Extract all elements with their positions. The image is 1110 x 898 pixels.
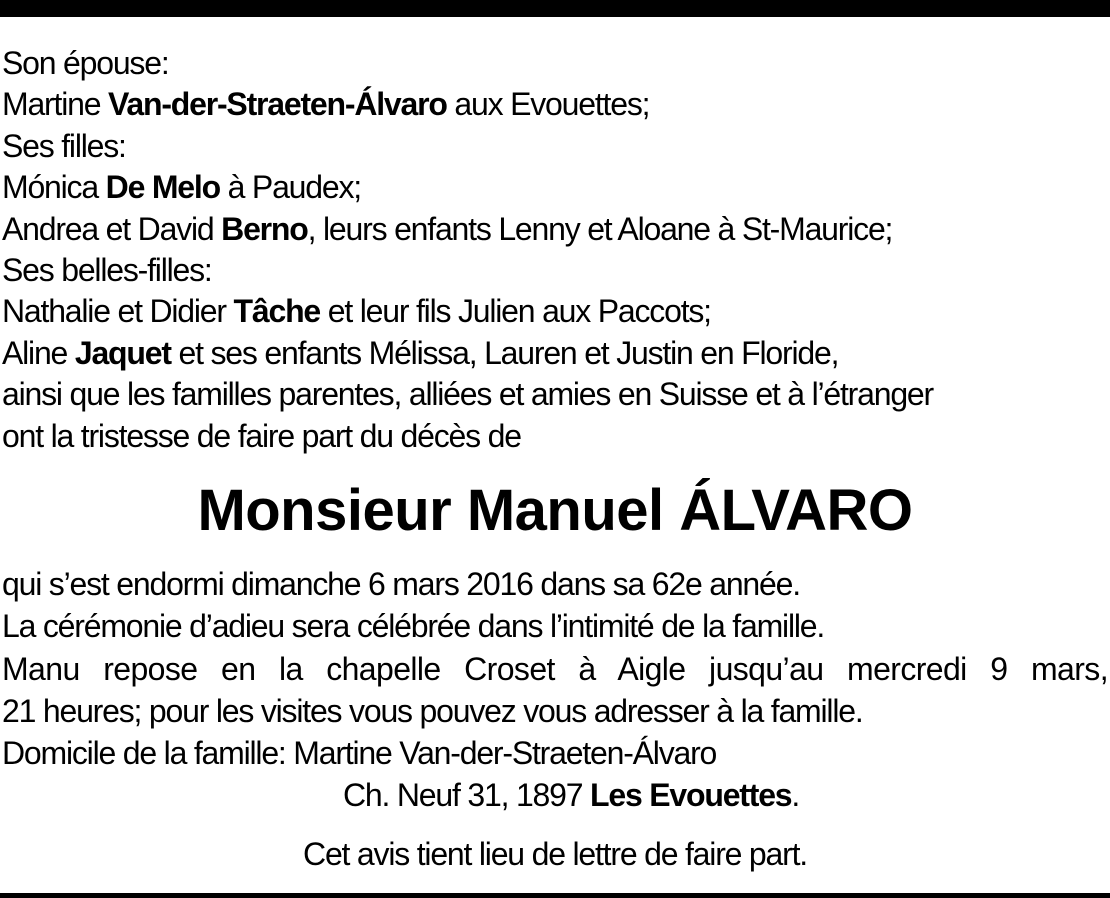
spouse-first-name: Martine	[2, 86, 108, 123]
daughter-first-name: Mónica	[2, 169, 106, 206]
stepdaughter-line	[2, 333, 1108, 374]
address-end: .	[791, 777, 800, 814]
stepdaughter-first-name: Nathalie et Didier	[2, 293, 234, 330]
stepdaughter-location: et leur fils Julien aux Paccots;	[320, 293, 711, 330]
daughter-last-name: Berno	[221, 210, 308, 247]
stepdaughter-line	[2, 291, 1108, 332]
top-rule	[0, 0, 1110, 17]
passing-date-line: qui s’est endormi dimanche 6 mars 2016 dans sa 62e année.	[2, 566, 800, 602]
spouse-location: aux Evouettes;	[446, 86, 650, 123]
spouse-line	[2, 84, 1108, 125]
address-street: Ch. Neuf 31, 1897	[343, 777, 591, 814]
deceased-name: Monsieur Manuel ÁLVARO	[197, 478, 913, 543]
bottom-rule	[0, 893, 1110, 898]
spouse-heading: Son épouse:	[2, 45, 169, 81]
address-town: Les Evouettes	[590, 777, 792, 814]
chapel-line: Manu repose en la chapelle Croset à Aigle jusqu’au mercredi 9 mars,	[2, 650, 1108, 687]
visits-line: 21 heures; pour les visites vous pouvez vous adresser à la famille.	[2, 692, 863, 729]
daughter-location: , leurs enfants Lenny et Aloane à St-Maurice;	[307, 210, 893, 247]
stepdaughter-last-name: Tâche	[233, 293, 321, 330]
closing-note: Cet avis tient lieu de lettre de faire part.	[303, 836, 807, 872]
daughters-heading: Ses filles:	[2, 127, 126, 164]
daughter-location: à Paudex;	[219, 169, 361, 206]
stepdaughters-heading: Ses belles-filles:	[2, 251, 212, 288]
relatives-line: ainsi que les familles parentes, alliées et amies en Suisse et à l’étranger	[2, 376, 933, 413]
ceremony-line: La cérémonie d’adieu sera célébrée dans l’intimité de la famille.	[2, 608, 825, 645]
spouse-last-name: Van-der-Straeten-Álvaro	[108, 86, 447, 123]
daughter-line	[2, 209, 1108, 250]
family-list	[2, 43, 1108, 457]
stepdaughter-last-name: Jaquet	[74, 334, 171, 371]
family-domicile-line: Domicile de la famille: Martine Van-der-Straeten-Álvaro	[2, 735, 717, 772]
address-line	[2, 774, 1108, 816]
daughter-last-name: De Melo	[105, 169, 220, 206]
daughter-line	[2, 167, 1108, 208]
notice-details	[2, 563, 1108, 817]
stepdaughter-location: et ses enfants Mélissa, Lauren et Justin en Floride,	[170, 334, 839, 371]
daughter-first-name: Andrea et David	[2, 210, 222, 247]
stepdaughter-first-name: Aline	[2, 334, 75, 371]
announcement-line: ont la tristesse de faire part du décès de	[2, 417, 521, 454]
